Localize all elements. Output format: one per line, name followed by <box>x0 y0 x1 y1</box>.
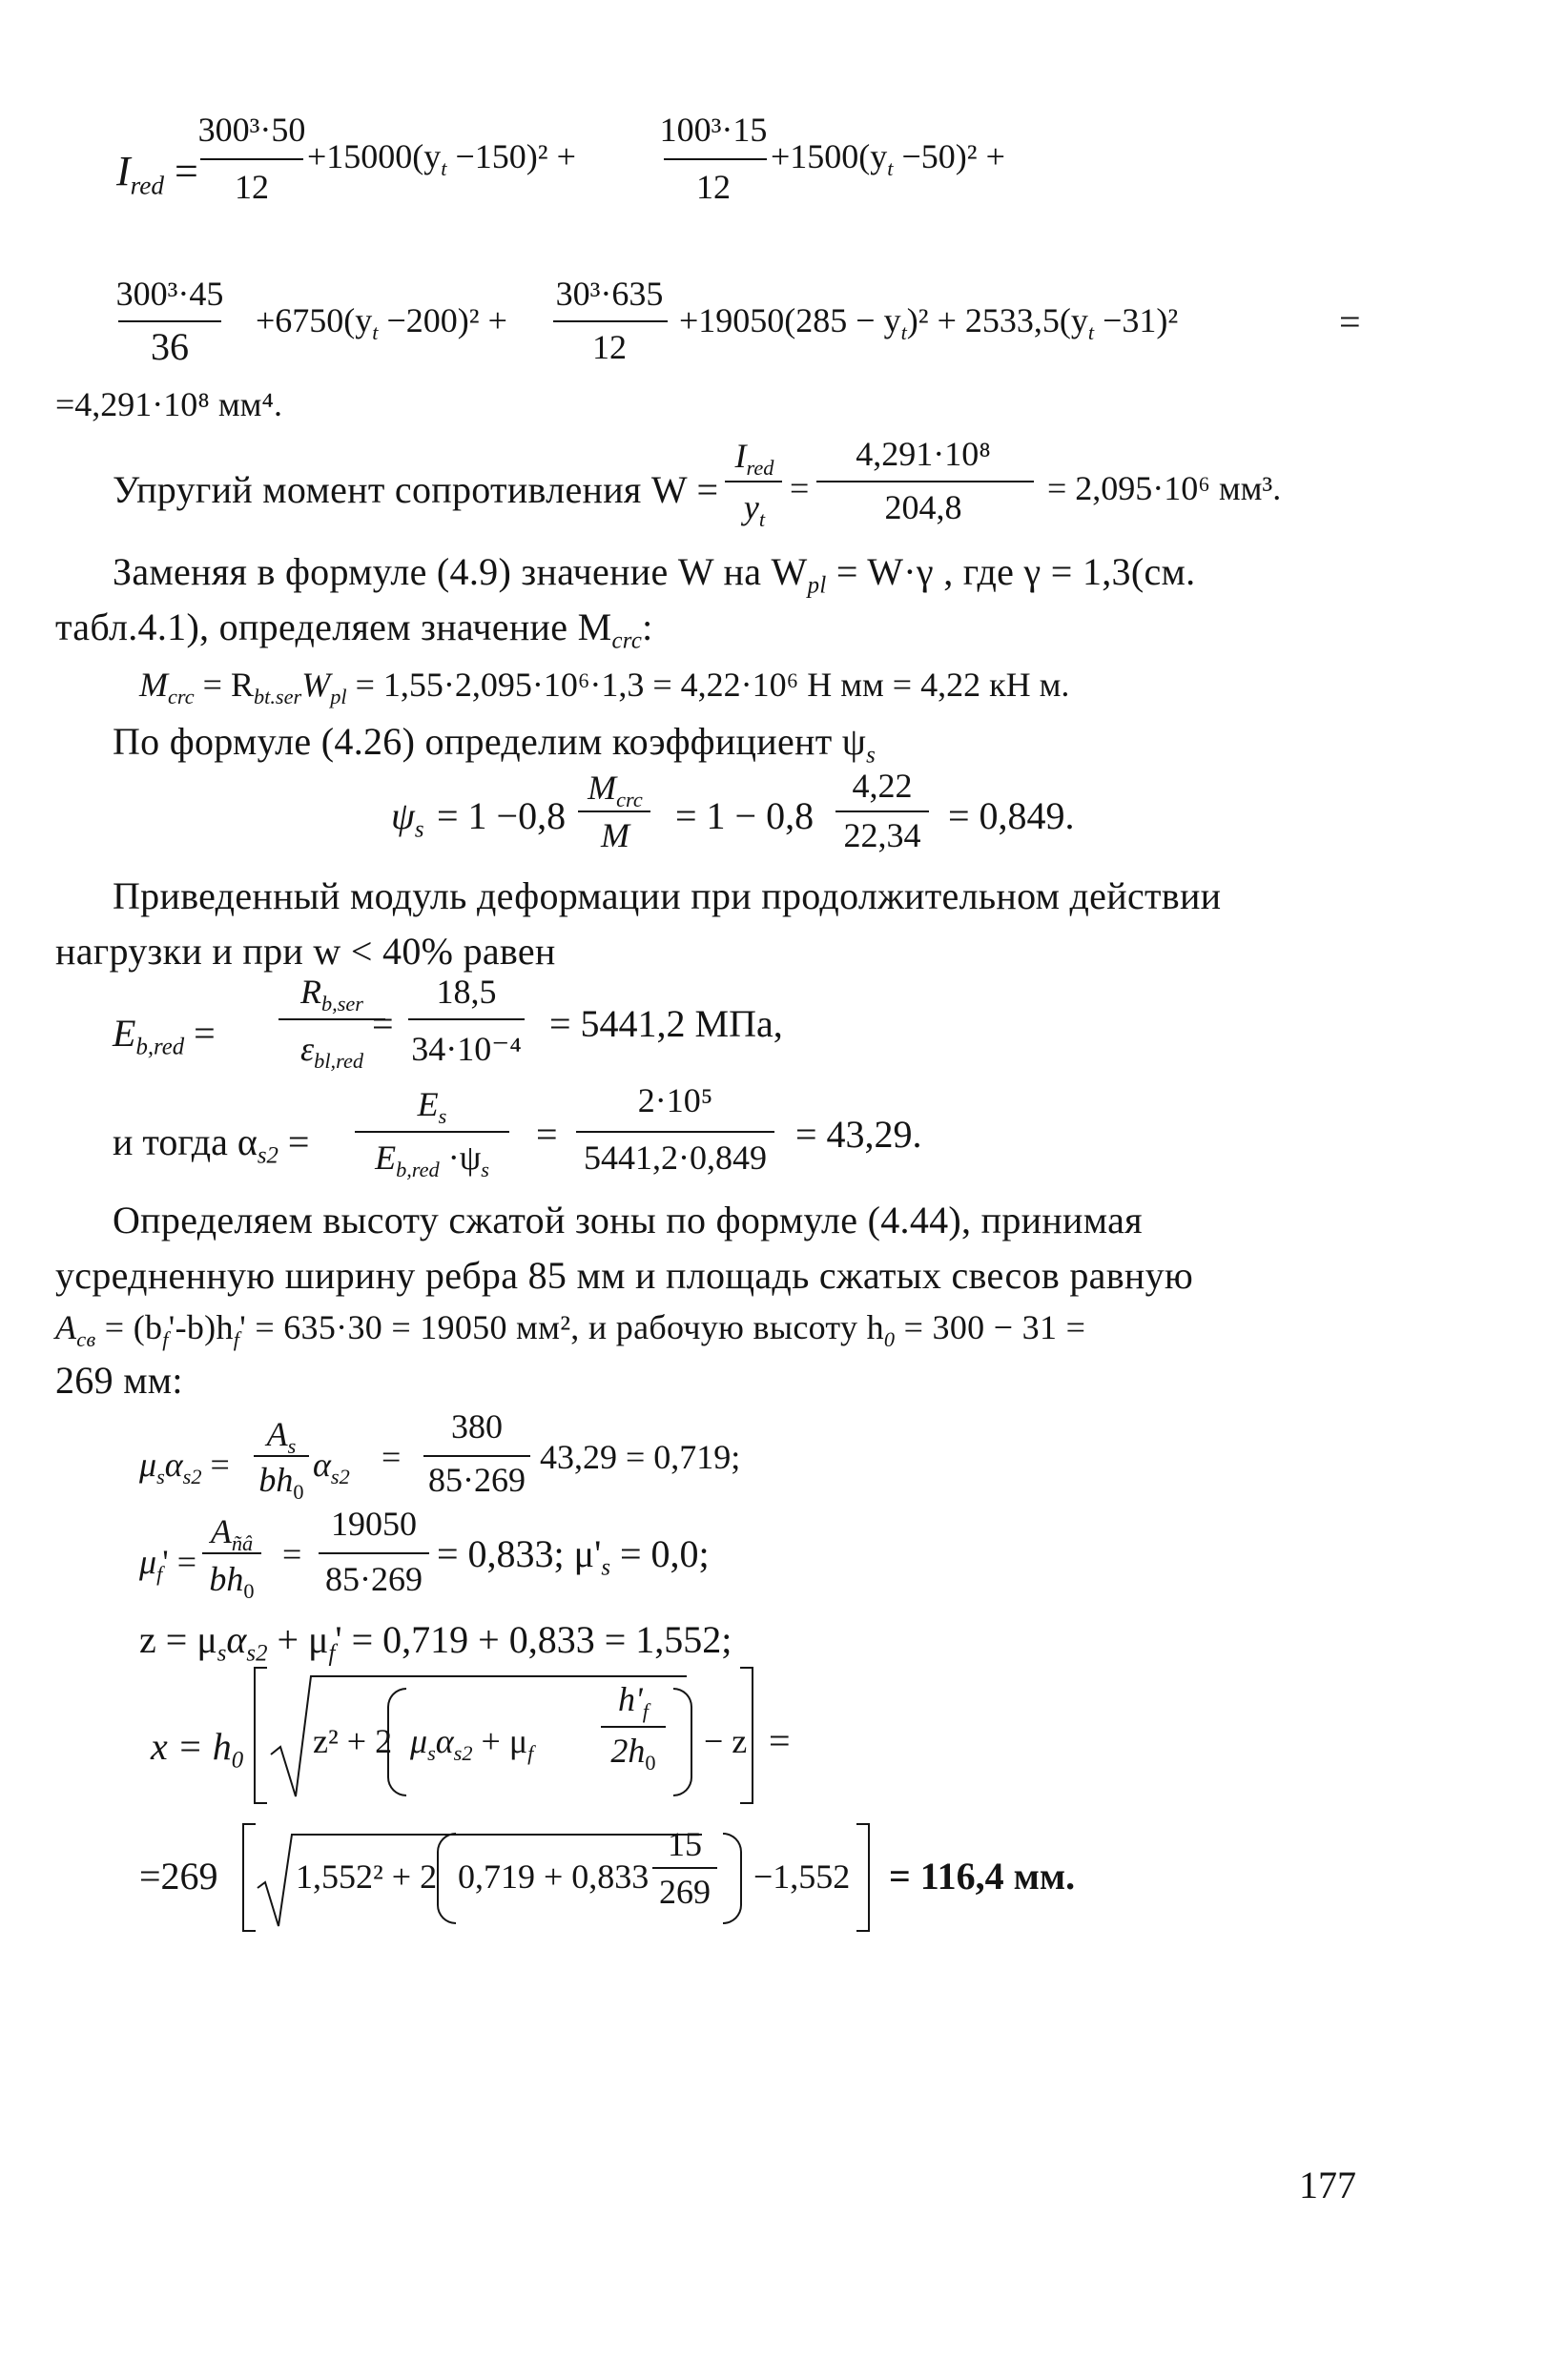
x-result-frac-bar <box>652 1867 717 1869</box>
ired-t4: $+1500(y_t -50)^2$ + <box>771 137 1005 180</box>
psi-result: = 0,849. <box>948 794 1075 837</box>
ired-t5-bar <box>118 320 221 322</box>
alpha-f2-bar <box>576 1131 774 1133</box>
ired-t5-num: 300³·45 <box>115 275 224 313</box>
x-minus: − z <box>704 1722 748 1760</box>
w-text: Упругий момент сопротивления W = <box>113 468 719 511</box>
w-f1-num: $I_{red}$ <box>734 437 774 480</box>
ired-t1-num: 300³·50 <box>197 111 306 149</box>
x-result-inner2: 0,719 + 0,833 <box>458 1857 650 1896</box>
alpha-f1-num: $E_s$ <box>417 1085 447 1128</box>
w-f2-num: 4,291·10⁸ <box>856 435 991 473</box>
mu-alpha-eq2: = <box>382 1438 402 1476</box>
ebred-f1-bar <box>278 1018 385 1020</box>
mu-f-eq2: = <box>282 1535 302 1573</box>
mu-alpha-f2-bar <box>423 1455 530 1457</box>
psi-mid2: = 1 − 0,8 <box>675 794 815 837</box>
psi-f2-bar <box>835 810 929 812</box>
ired-t8: $+19050(285 - y_t)^2 + 2533,5(y_t -31)^2$ <box>679 301 1179 344</box>
x-eq: = <box>769 1719 791 1762</box>
x-result-paren-right <box>723 1833 742 1924</box>
psi-f1-num: $M_{crc}$ <box>588 769 643 811</box>
alpha-f1-bar <box>355 1131 509 1133</box>
mu-alpha-result: 43,29 = 0,719; <box>540 1438 741 1476</box>
ebred-f2-den: 34·10⁻⁴ <box>411 1030 522 1068</box>
x-paren-left <box>387 1688 406 1796</box>
x-inner1: z² + 2 <box>313 1722 393 1760</box>
x-result-value: = 116,4 мм. <box>889 1855 1076 1898</box>
mu-f-result: = 0,833; $\mu'_s = 0,0$; <box>437 1532 710 1581</box>
x-inner2: $\mu_s\alpha_{s2} + \mu_f$ <box>410 1722 534 1765</box>
para3-line4: 269 мм: <box>55 1359 183 1402</box>
ired-t7-num: 30³·635 <box>555 275 664 313</box>
mu-f-f2-bar <box>319 1552 429 1554</box>
mu-f-lhs: $\mu_f'$ = <box>139 1543 197 1586</box>
ebred-lhs: $E_{b,red}$ = <box>113 1012 216 1060</box>
psi-f1-bar <box>578 810 650 812</box>
mu-alpha-f2-den: 85·269 <box>428 1461 526 1499</box>
para1-line2: табл.4.1), определяем значение $M_{crc}$: <box>55 605 653 654</box>
mu-alpha-f1-den: $bh_0$ <box>258 1461 304 1504</box>
w-f2-den: 204,8 <box>884 488 962 526</box>
ebred-f2-num: 18,5 <box>436 973 497 1011</box>
ired-t1-den: 12 <box>235 168 269 206</box>
x-lhs: $x = h_0$ <box>151 1725 244 1774</box>
x-bracket-left <box>254 1667 267 1804</box>
psi-lhs: $\psi_s$ <box>391 794 424 843</box>
para3-line3: $A_{св} = (b_f'-b)h_f' = 635\cdot 30 = 19050$ мм², и рабочую высоту $h_0 = 300 - 31$ = <box>55 1308 1086 1351</box>
x-frac-bar <box>601 1726 666 1728</box>
x-result-bracket-right <box>856 1823 870 1932</box>
page-number: 177 <box>1299 2164 1356 2206</box>
ired-t1-bar <box>200 158 303 160</box>
x-result-minus: −1,552 <box>753 1857 851 1896</box>
psi-intro: По формуле (4.26) определим коэффициент $\psi_s$ <box>113 720 877 769</box>
mu-alpha-mid: $\alpha_{s2}$ <box>313 1446 350 1488</box>
z-formula: $z = \mu_s\alpha_{s2} + \mu_f' = 0,719 + 0,833 = 1,552$; <box>139 1618 732 1667</box>
x-frac-den: $2h_0$ <box>610 1732 656 1775</box>
x-result-lhs: =269 <box>139 1855 218 1898</box>
ired-equals: = <box>1339 300 1361 343</box>
psi-f1-den: M <box>601 816 629 854</box>
alpha-f1-den: $E_{b,red} \cdot\psi_s$ <box>375 1139 489 1181</box>
x-paren-right <box>673 1688 692 1796</box>
mu-alpha-lhs: $\mu_s\alpha_{s2}$ = <box>139 1446 230 1488</box>
para2-line2: нагрузки и при w < 40% равен <box>55 930 556 973</box>
w-f1-den: $y_t$ <box>743 488 766 531</box>
ired-t3-den: 12 <box>696 168 731 206</box>
ired-result: =4,291·10⁸ мм⁴. <box>55 385 282 423</box>
mu-f-f1-den: $bh_0$ <box>209 1560 255 1603</box>
para1-line1: Заменяя в формуле (4.9) значение W на $W_{pl} = W\cdot\gamma$ , где γ = 1,3(см. <box>113 550 1196 599</box>
w-result: = 2,095·10⁶ мм³. <box>1047 469 1282 507</box>
alpha-f2-den: 5441,2·0,849 <box>584 1139 767 1177</box>
psi-mid: = 1 −0,8 <box>437 794 567 837</box>
x-result-frac-den: 269 <box>659 1873 711 1911</box>
para3-line2: усредненную ширину ребра 85 мм и площадь сжатых свесов равную <box>55 1254 1194 1297</box>
psi-f2-den: 22,34 <box>843 816 921 854</box>
mu-alpha-f1-num: $A_s$ <box>266 1415 297 1458</box>
psi-f2-num: 4,22 <box>852 767 913 805</box>
w-f2-bar <box>816 481 1034 482</box>
x-bracket-right <box>740 1667 753 1804</box>
ired-t7-bar <box>553 320 668 322</box>
x-result-inner1: 1,552² + 2 <box>296 1857 438 1896</box>
ebred-eq2: = <box>372 1002 394 1045</box>
para2-line1: Приведенный модуль деформации при продолжительном действии <box>113 874 1222 917</box>
ired-t3-bar <box>664 158 767 160</box>
x-result-paren-left <box>437 1833 456 1924</box>
alpha-eq2: = <box>536 1113 558 1156</box>
ebred-result: = 5441,2 МПа, <box>549 1002 783 1045</box>
w-f1-bar <box>725 481 782 482</box>
ired-t5-den: 36 <box>151 325 189 368</box>
x-frac-num: $h'_f$ <box>618 1680 649 1723</box>
mu-f-f2-den: 85·269 <box>325 1560 423 1598</box>
mu-f-f1-num: $A_{ñâ}$ <box>210 1512 254 1555</box>
mu-f-f1-bar <box>202 1552 261 1554</box>
ebred-f2-bar <box>408 1018 525 1020</box>
alpha-prefix: и тогда $\alpha_{s2}$ = <box>113 1120 310 1169</box>
ired-t2: $+15000(y_t -150)^2$ + <box>307 137 576 180</box>
ebred-f1-den: $\varepsilon_{bl,red}$ <box>299 1030 364 1073</box>
para3-line1: Определяем высоту сжатой зоны по формуле (4.44), принимая <box>113 1199 1143 1241</box>
ired-t6: $+6750(y_t -200)^2$ + <box>256 301 507 344</box>
ired-t3-num: 100³·15 <box>659 111 768 149</box>
alpha-result: = 43,29. <box>795 1113 922 1156</box>
ired-lhs: $I_{red}$ = <box>116 148 198 200</box>
ebred-f1-num: $R_{b,ser}$ <box>299 973 363 1016</box>
mu-f-f2-num: 19050 <box>331 1505 417 1543</box>
mu-alpha-f2-num: 380 <box>451 1407 503 1446</box>
mcrc-formula: $M_{crc} = R_{bt.ser}W_{pl} = 1,55\cdot 2,095\cdot 10^6\cdot 1,3 = 4,22\cdot 10^6$ Н мм = 4,22 кН м. <box>139 666 1070 708</box>
mu-alpha-f1-bar <box>254 1455 309 1457</box>
x-result-frac-num: 15 <box>668 1825 702 1863</box>
w-eq: = <box>790 469 810 507</box>
alpha-f2-num: 2·10⁵ <box>637 1081 713 1119</box>
ired-t7-den: 12 <box>592 328 627 366</box>
